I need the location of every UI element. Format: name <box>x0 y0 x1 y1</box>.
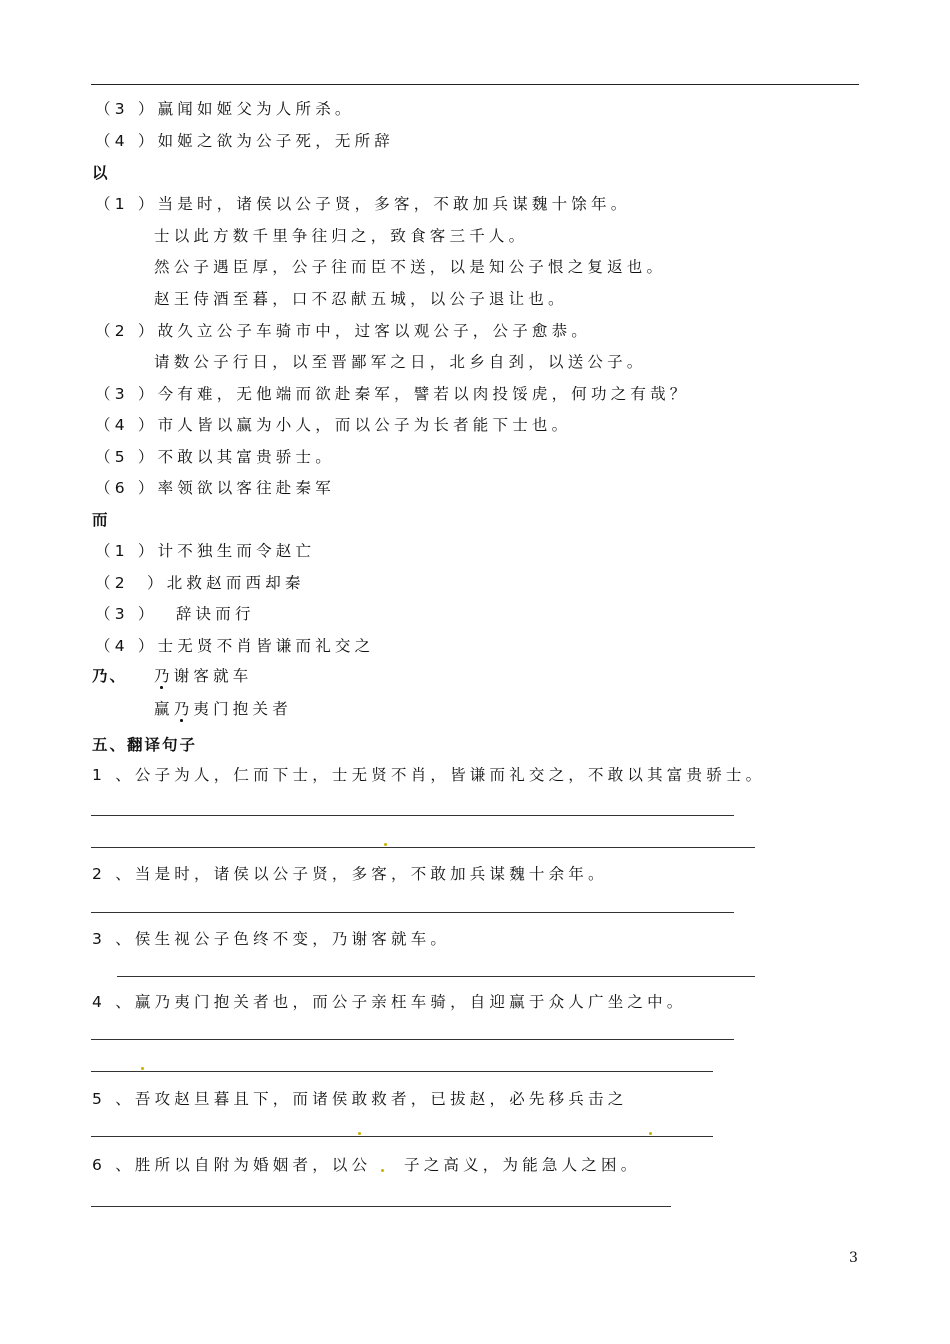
text-line: 赵王侍酒至暮，口不忍献五城，以公子退让也。 <box>154 290 568 308</box>
emphasis-dot <box>180 719 183 722</box>
marker-dot <box>358 1132 361 1135</box>
answer-line[interactable] <box>91 1039 734 1040</box>
text-line: （3 ） 辞诀而行 <box>95 605 255 623</box>
sentence-4: 4 、赢乃夷门抱关者也，而公子亲枉车骑，自迎赢于众人广坐之中。 <box>92 993 687 1011</box>
text-line: 乃谢客就车 <box>154 667 253 685</box>
text-line: （4 ）市人皆以赢为小人，而以公子为长者能下士也。 <box>95 416 572 434</box>
marker-dot <box>384 843 387 846</box>
sentence-6-part-1: 6 、胜所以自附为婚姻者，以公 <box>92 1156 372 1174</box>
text-line: （2 ）北救赵而西却秦 <box>95 574 305 592</box>
answer-line[interactable] <box>91 847 755 848</box>
emphasis-dot <box>160 686 163 689</box>
text-line: （4 ）士无贤不肖皆谦而礼交之 <box>95 637 375 655</box>
answer-line[interactable] <box>91 1071 713 1072</box>
text-line: （6 ）率领欲以客往赴秦军 <box>95 479 335 497</box>
text-line: 然公子遇臣厚，公子往而臣不送，以是知公子恨之复返也。 <box>154 258 667 276</box>
marker-dot <box>381 1169 384 1172</box>
header-rule <box>91 84 859 85</box>
section-heading-er: 而 <box>92 511 110 529</box>
sentence-6-part-2: 子之高义，为能急人之困。 <box>404 1156 641 1174</box>
text-line: （2 ）故久立公子车骑市中，过客以观公子，公子愈恭。 <box>95 322 591 340</box>
text-line: （1 ）当是时，诸侯以公子贤，多客，不敢加兵谋魏十馀年。 <box>95 195 631 213</box>
text-line: （3 ）今有难，无他端而欲赴秦军，譬若以肉投馁虎，何功之有哉？ <box>95 385 690 403</box>
page-number: 3 <box>849 1250 858 1266</box>
text-line: （4 ）如姬之欲为公子死，无所辞 <box>95 132 394 150</box>
text-line: 请数公子行日，以至晋鄙军之日，北乡自刭，以送公子。 <box>154 353 647 371</box>
text-line: 赢乃夷门抱关者 <box>154 700 292 718</box>
text-line: 士以此方数千里争往归之，致食客三千人。 <box>154 227 529 245</box>
sentence-2: 2 、当是时，诸侯以公子贤，多客，不敢加兵谋魏十余年。 <box>92 865 608 883</box>
text-line: （3 ）赢闻如姬父为人所杀。 <box>95 100 355 118</box>
answer-line[interactable] <box>91 815 734 816</box>
marker-dot <box>649 1132 652 1135</box>
text-line: （5 ）不敢以其富贵骄士。 <box>95 448 335 466</box>
answer-line[interactable] <box>91 912 734 913</box>
sentence-1: 1 、公子为人，仁而下士，士无贤不肖，皆谦而礼交之，不敢以其富贵骄士。 <box>92 766 766 784</box>
sentence-5: 5 、吾攻赵旦暮且下，而诸侯敢救者，已拔赵，必先移兵击之 <box>92 1090 628 1108</box>
section-heading-nai: 乃、 <box>92 667 128 685</box>
section-heading-translate: 五、翻译句子 <box>92 736 198 754</box>
section-heading-yi: 以 <box>92 164 110 182</box>
marker-dot <box>141 1067 144 1070</box>
answer-line[interactable] <box>91 1136 713 1137</box>
answer-line[interactable] <box>117 976 755 977</box>
sentence-3: 3 、侯生视公子色终不变，乃谢客就车。 <box>92 930 451 948</box>
text-line: （1 ）计不独生而令赵亡 <box>95 542 316 560</box>
answer-line[interactable] <box>91 1206 671 1207</box>
